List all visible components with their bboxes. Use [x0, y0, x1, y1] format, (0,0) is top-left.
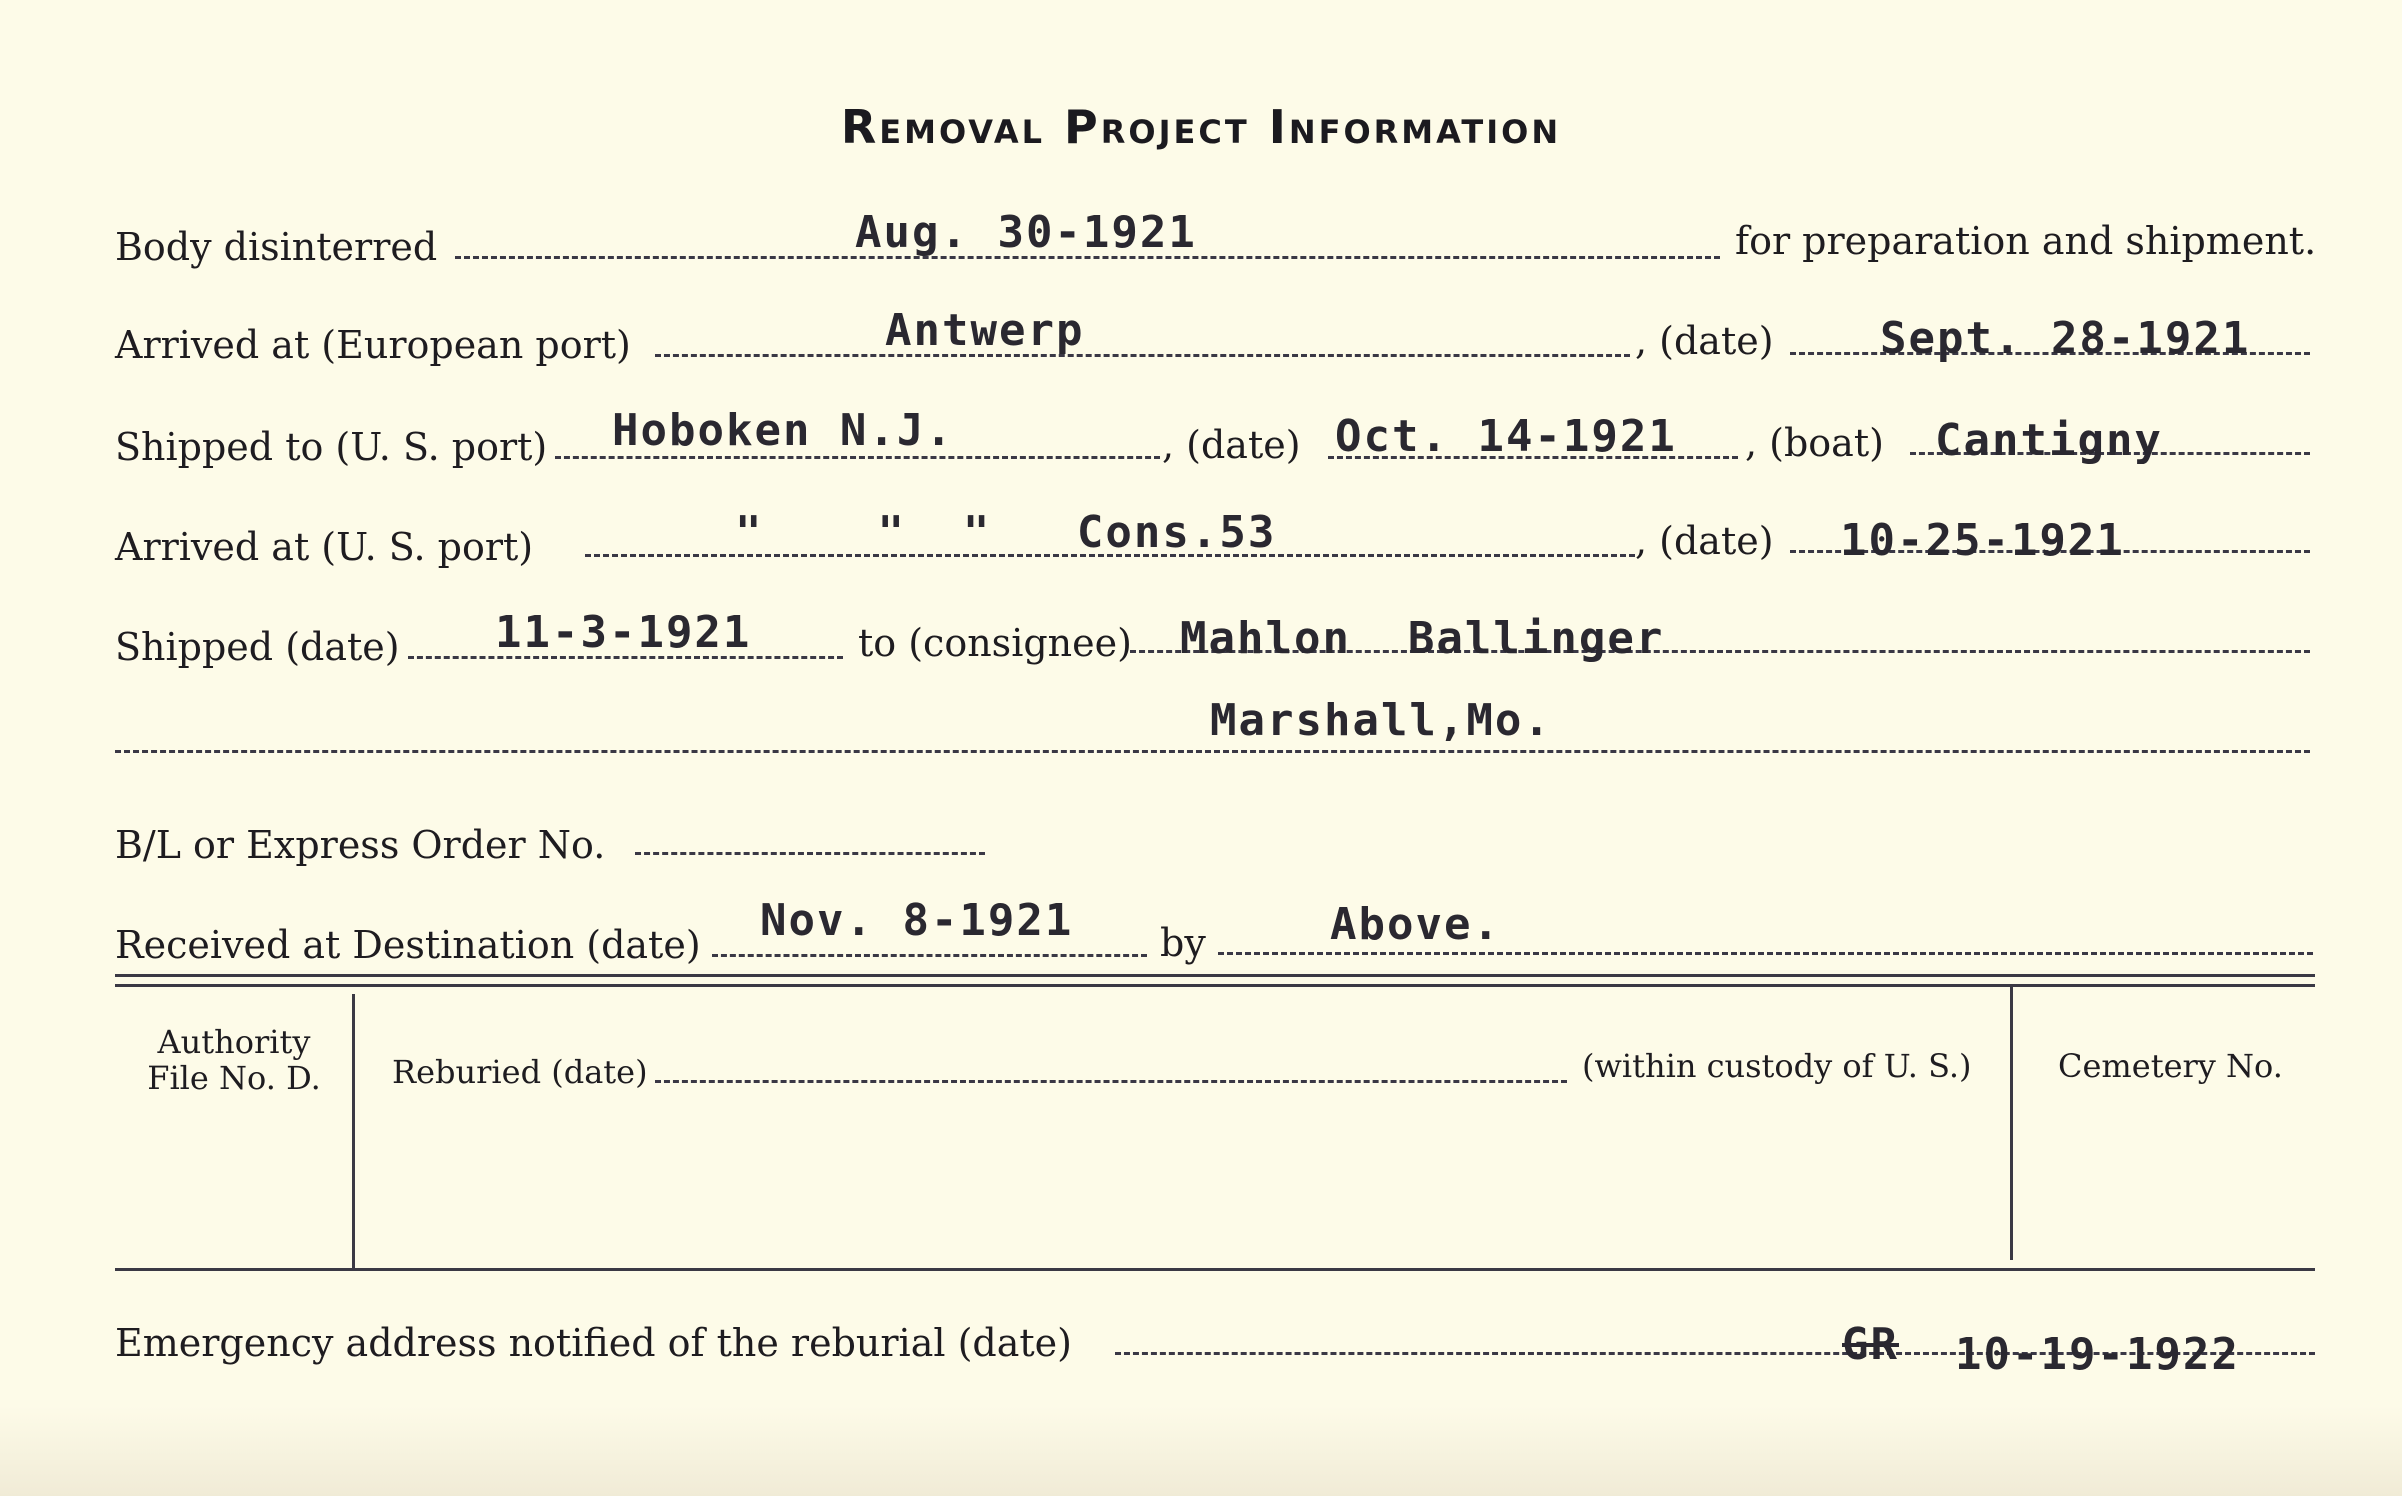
custody-label: (within custody of U. S.): [1582, 1047, 1972, 1085]
received-date-value: Nov. 8-1921: [760, 895, 1074, 946]
shipped-to-label: Shipped to (U. S. port): [115, 425, 548, 469]
received-date-line: [712, 954, 1147, 957]
box-bottom-rule: [115, 1268, 2315, 1271]
us-port-date-value: 10-25-1921: [1840, 515, 2125, 566]
reburied-line: [655, 1080, 1567, 1083]
disinterred-suffix: for preparation and shipment.: [1735, 219, 2317, 263]
shipped-to-boat-value: Cantigny: [1935, 415, 2163, 466]
bl-label: B/L or Express Order No.: [115, 823, 606, 867]
shipped-to-date-label: , (date): [1162, 423, 1301, 467]
box-divider-left: [352, 994, 355, 1270]
shipped-to-line: [555, 456, 1160, 459]
euro-port-label: Arrived at (European port): [115, 323, 631, 367]
us-port-value: " " " Cons.53: [735, 507, 1277, 558]
received-by-value: Above.: [1330, 899, 1501, 950]
us-port-date-label: , (date): [1635, 519, 1774, 563]
shipped-to-date-value: Oct. 14-1921: [1335, 411, 1677, 462]
shipped-date-value: 11-3-1921: [495, 607, 752, 658]
euro-port-date-value: Sept. 28-1921: [1880, 313, 2251, 364]
cemetery-no-label: Cemetery No.: [2058, 1047, 2283, 1085]
disinterred-label: Body disinterred: [115, 225, 438, 269]
page-title: Removal Project Information: [840, 100, 1562, 154]
euro-port-line: [655, 354, 1630, 357]
received-by-label: by: [1160, 921, 1206, 965]
emergency-label: Emergency address notified of the reburial (date): [115, 1321, 1072, 1365]
box-top-rule-2: [115, 984, 2315, 987]
us-port-label: Arrived at (U. S. port): [115, 525, 534, 569]
euro-port-date-label: , (date): [1635, 319, 1774, 363]
shipped-to-value: Hoboken N.J.: [612, 405, 954, 456]
bl-line: [635, 852, 985, 855]
shipped-label: Shipped (date): [115, 625, 400, 669]
emergency-date-value: 10-19-1922: [1955, 1329, 2240, 1380]
consignee-value: Mahlon Ballinger: [1180, 613, 1665, 664]
consignee-label: to (consignee): [858, 621, 1132, 665]
box-divider-right: [2010, 984, 2013, 1260]
shipped-to-boat-label: , (boat): [1745, 421, 1884, 465]
box-top-rule-1: [115, 974, 2315, 977]
euro-port-value: Antwerp: [885, 305, 1085, 356]
emergency-prefix: GR: [1842, 1319, 1899, 1370]
consignee-address: Marshall,Mo.: [1210, 695, 1552, 746]
consignee-address-line: [115, 750, 2310, 753]
authority-file-label: Authority File No. D.: [147, 1023, 321, 1097]
received-by-line: [1218, 952, 2313, 955]
reburied-label: Reburied (date): [392, 1053, 648, 1091]
disinterred-value: Aug. 30-1921: [855, 207, 1197, 258]
received-label: Received at Destination (date): [115, 923, 701, 967]
